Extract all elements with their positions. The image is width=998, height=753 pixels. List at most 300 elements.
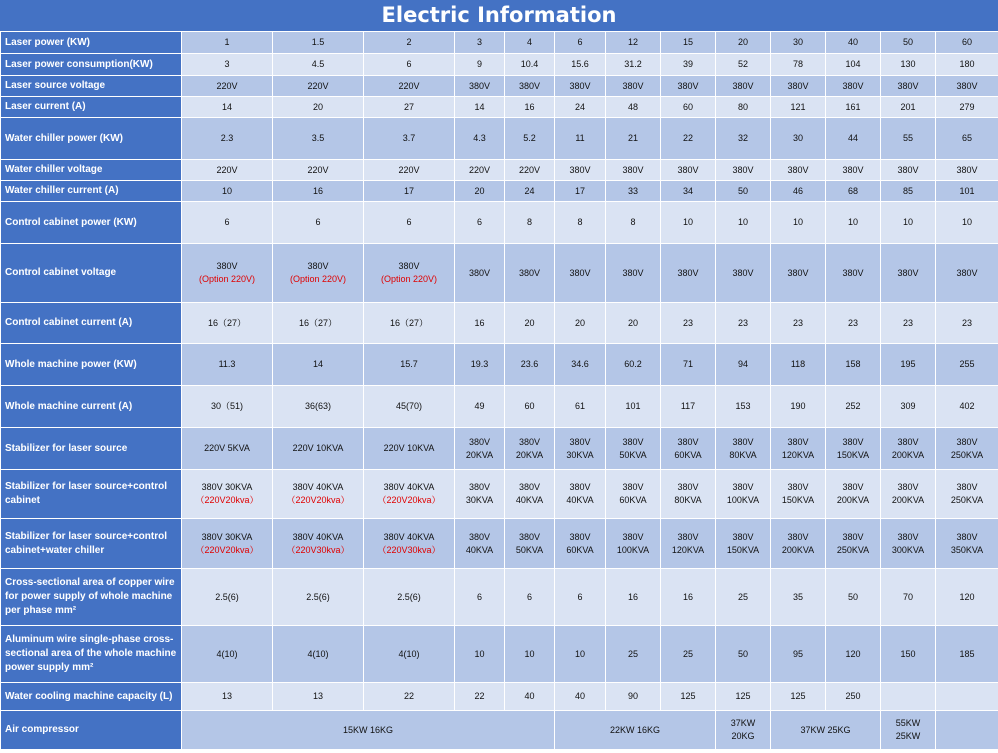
- table-cell: 25: [716, 569, 771, 626]
- table-cell: [555, 470, 606, 519]
- table-cell: 33: [606, 181, 661, 202]
- table-cell: 201: [881, 97, 936, 118]
- table-cell: [881, 519, 936, 569]
- table-cell: [505, 428, 555, 470]
- table-cell: [881, 428, 936, 470]
- table-cell: 14: [455, 97, 505, 118]
- table-cell: 10: [771, 202, 826, 244]
- table-cell: 4(10): [182, 626, 273, 683]
- table-cell: 3.7: [364, 118, 455, 160]
- cell-main-text: 380V: [732, 482, 754, 492]
- cell-main-text: 380V: [468, 482, 491, 492]
- table-cell: 4(10): [273, 626, 364, 683]
- table-cell: 70: [881, 569, 936, 626]
- table-cell: 20: [455, 181, 505, 202]
- table-cell: 40: [555, 683, 606, 711]
- cell-main-text: 380V: [956, 482, 978, 492]
- cell-sub-text: 150KVA: [781, 495, 815, 505]
- table-cell: [455, 519, 505, 569]
- table-cell: 21: [606, 118, 661, 160]
- table-cell: 185: [936, 626, 998, 683]
- air-compressor-row: [1, 711, 998, 750]
- cell-sub-text: 50KVA: [515, 544, 544, 555]
- table-cell: [661, 428, 716, 470]
- table-cell: 35: [771, 569, 826, 626]
- table-cell: 24: [505, 181, 555, 202]
- cell-option-note: （220V30kva）: [286, 544, 350, 555]
- table-cell: 380V: [455, 76, 505, 97]
- table-cell: 250: [826, 683, 881, 711]
- cell-sub-text: 40KVA: [566, 495, 594, 505]
- table-cell: 125: [771, 683, 826, 711]
- row-label: Water chiller current (A): [1, 181, 182, 202]
- table-cell: 20: [273, 97, 364, 118]
- table-cell: 95: [771, 626, 826, 683]
- table-cell: 20: [606, 303, 661, 344]
- table-cell: 121: [771, 97, 826, 118]
- table-cell: 3.5: [273, 118, 364, 160]
- row-label: Laser power (KW): [1, 32, 182, 54]
- table-cell: [771, 428, 826, 470]
- cell-option-note: （220V20kva）: [286, 495, 350, 505]
- table-cell: 17: [555, 181, 606, 202]
- row-label: Control cabinet power (KW): [1, 202, 182, 244]
- table-cell: [182, 470, 273, 519]
- table-cell: 78: [771, 54, 826, 76]
- cell-sub-text: 200KVA: [891, 495, 925, 505]
- table-cell: 60: [936, 32, 998, 54]
- table-cell: 380V: [881, 160, 936, 181]
- cell-sub-text: 100KVA: [726, 495, 760, 505]
- table-cell: 2.5(6): [182, 569, 273, 626]
- table-cell: 10: [555, 626, 606, 683]
- table-cell: 380V: [606, 160, 661, 181]
- table-cell: 14: [273, 344, 364, 386]
- table-cell: 380V: [606, 76, 661, 97]
- table-cell: 380V: [881, 244, 936, 303]
- table-row: [1, 386, 998, 428]
- cell-main-text: 380V 40KVA: [292, 531, 344, 542]
- table-cell: 2.5(6): [364, 569, 455, 626]
- cell-main-text: 380V 40KVA: [292, 482, 344, 492]
- table-cell: 380V: [771, 76, 826, 97]
- air-compressor-cell: [881, 711, 936, 750]
- cell-sub-text: 40KVA: [515, 495, 544, 505]
- table-cell: 220V: [455, 160, 505, 181]
- table-cell: 30（51): [182, 386, 273, 428]
- table-cell: 30: [771, 32, 826, 54]
- cell-main-text: 380V: [468, 531, 491, 542]
- table-cell: 10: [716, 202, 771, 244]
- row-label: Whole machine current (A): [1, 386, 182, 428]
- cell-sub-text: 250KVA: [836, 544, 870, 555]
- table-cell: 150: [881, 626, 936, 683]
- table-cell: 30: [771, 118, 826, 160]
- cell-sub-text: 250KVA: [950, 449, 984, 460]
- row-label: Whole machine power (KW): [1, 344, 182, 386]
- table-cell: 23.6: [505, 344, 555, 386]
- table-cell: 220V: [182, 76, 273, 97]
- cell-sub-text: 20KG: [731, 731, 755, 741]
- table-cell: 50: [716, 626, 771, 683]
- table-cell: 16: [606, 569, 661, 626]
- air-compressor-cell: [716, 711, 771, 750]
- table-cell: 380V: [826, 160, 881, 181]
- table-cell: 36(63): [273, 386, 364, 428]
- table-cell: 60.2: [606, 344, 661, 386]
- cell-main-text: 380V: [842, 436, 864, 447]
- table-cell: 2: [364, 32, 455, 54]
- table-cell: 13: [182, 683, 273, 711]
- table-cell: 118: [771, 344, 826, 386]
- table-cell: [606, 470, 661, 519]
- table-cell: 101: [606, 386, 661, 428]
- table-cell: 195: [881, 344, 936, 386]
- table-cell: 61: [555, 386, 606, 428]
- cell-sub-text: 40KVA: [465, 544, 494, 555]
- table-cell: 402: [936, 386, 998, 428]
- cell-sub-text: 120KVA: [671, 544, 705, 555]
- table-row: [1, 118, 998, 160]
- table-cell: 3: [455, 32, 505, 54]
- table-cell: 16: [455, 303, 505, 344]
- table-cell: 125: [716, 683, 771, 711]
- table-cell: [505, 519, 555, 569]
- table-cell: [771, 519, 826, 569]
- cell-option-note: （220V20kva）: [377, 495, 441, 505]
- table-cell: [606, 519, 661, 569]
- table-cell: 16: [661, 569, 716, 626]
- table-row: [1, 76, 998, 97]
- table-cell: 120: [936, 569, 998, 626]
- table-cell: 380V: [661, 160, 716, 181]
- table-cell: 130: [881, 54, 936, 76]
- table-cell: 2.5(6): [273, 569, 364, 626]
- table-row: [1, 244, 998, 303]
- table-cell: [273, 470, 364, 519]
- table-cell: [455, 428, 505, 470]
- table-cell: 380V: [881, 76, 936, 97]
- cell-sub-text: 150KVA: [836, 449, 870, 460]
- table-cell: [273, 519, 364, 569]
- cell-sub-text: 30KVA: [566, 449, 594, 460]
- table-cell: 380V: [661, 244, 716, 303]
- table-cell: 6: [364, 54, 455, 76]
- table-cell: 19.3: [455, 344, 505, 386]
- table-cell: 23: [826, 303, 881, 344]
- table-cell: 15.7: [364, 344, 455, 386]
- table-cell: 31.2: [606, 54, 661, 76]
- table-cell: 10: [661, 202, 716, 244]
- table-cell: [936, 470, 998, 519]
- table-cell: 16: [505, 97, 555, 118]
- table-cell: 10: [455, 626, 505, 683]
- table-cell: 25: [661, 626, 716, 683]
- table-cell: 55: [881, 118, 936, 160]
- cell-main-text: 380V: [787, 436, 809, 447]
- table-row: [1, 97, 998, 118]
- cell-sub-text: 300KVA: [891, 544, 925, 555]
- table-cell: 380V: [455, 244, 505, 303]
- cell-main-text: 37KW: [730, 718, 756, 728]
- cell-main-text: 55KW: [895, 718, 921, 728]
- table-cell: [936, 683, 998, 711]
- cell-main-text: 380V: [622, 436, 644, 447]
- cell-main-text: 380V: [569, 436, 591, 447]
- table-cell: [826, 428, 881, 470]
- cell-sub-text: 200KVA: [891, 449, 925, 460]
- table-cell: 23: [771, 303, 826, 344]
- table-row: [1, 470, 998, 519]
- cell-sub-text: 60KVA: [566, 544, 594, 555]
- table-cell: 44: [826, 118, 881, 160]
- table-cell: [936, 519, 998, 569]
- table-row: [1, 519, 998, 569]
- cell-main-text: 380V: [622, 531, 644, 542]
- cell-main-text: 380V: [732, 436, 754, 447]
- table-cell: 5.2: [505, 118, 555, 160]
- table-cell: 380V: [936, 76, 998, 97]
- table-cell: [716, 519, 771, 569]
- table-cell: 10: [826, 202, 881, 244]
- cell-option-note: (Option 220V): [198, 274, 256, 284]
- cell-sub-text: 30KVA: [465, 495, 494, 505]
- table-cell: 50: [826, 569, 881, 626]
- table-cell: 380V: [716, 160, 771, 181]
- table-cell: 23: [936, 303, 998, 344]
- table-cell: 153: [716, 386, 771, 428]
- cell-option-note: （220V30kva）: [377, 544, 441, 555]
- cell-main-text: 380V: [732, 531, 754, 542]
- table-cell: 380V: [661, 76, 716, 97]
- row-label: Control cabinet voltage: [1, 244, 182, 303]
- table-cell: 90: [606, 683, 661, 711]
- table-cell: 8: [505, 202, 555, 244]
- table-cell: [182, 244, 273, 303]
- table-cell: 380V: [555, 160, 606, 181]
- cell-option-note: (Option 220V): [380, 274, 438, 284]
- table-cell: 380V: [555, 76, 606, 97]
- table-cell: 4(10): [364, 626, 455, 683]
- table-cell: 85: [881, 181, 936, 202]
- row-label: Laser source voltage: [1, 76, 182, 97]
- table-row: [1, 344, 998, 386]
- table-cell: 1.5: [273, 32, 364, 54]
- cell-main-text: 380V 40KVA: [383, 531, 435, 542]
- cell-sub-text: 200KVA: [781, 544, 815, 555]
- table-cell: 6: [364, 202, 455, 244]
- table-cell: 125: [661, 683, 716, 711]
- table-cell: 117: [661, 386, 716, 428]
- table-cell: 161: [826, 97, 881, 118]
- cell-main-text: 380V: [897, 482, 919, 492]
- page-title: Electric Information: [0, 0, 998, 31]
- air-compressor-cell: 37KW 25KG: [771, 711, 881, 750]
- table-cell: 10: [881, 202, 936, 244]
- table-cell: 10: [936, 202, 998, 244]
- row-label: Stabilizer for laser source+control cabinet: [1, 470, 182, 519]
- cell-sub-text: 80KVA: [729, 449, 757, 460]
- air-compressor-cell: 15KW 16KG: [182, 711, 555, 750]
- table-cell: 6: [273, 202, 364, 244]
- table-cell: 6: [455, 569, 505, 626]
- table-cell: 71: [661, 344, 716, 386]
- table-cell: 16（27）: [364, 303, 455, 344]
- table-cell: 6: [505, 569, 555, 626]
- table-cell: [364, 470, 455, 519]
- table-row: [1, 181, 998, 202]
- table-cell: 104: [826, 54, 881, 76]
- table-cell: [273, 244, 364, 303]
- table-row: [1, 569, 998, 626]
- cell-main-text: 380V: [216, 261, 238, 271]
- cell-main-text: 380V: [897, 531, 919, 542]
- table-cell: 6: [555, 32, 606, 54]
- row-label: Cross-sectional area of copper wire for power supply of whole machine per phase mm²: [1, 569, 182, 626]
- cell-main-text: 380V: [842, 531, 864, 542]
- table-cell: 20: [555, 303, 606, 344]
- cell-option-note: （220V20kva）: [195, 495, 259, 505]
- table-cell: 380V: [505, 244, 555, 303]
- table-cell: 60: [505, 386, 555, 428]
- table-cell: [716, 470, 771, 519]
- table-cell: [606, 428, 661, 470]
- table-cell: 220V: [505, 160, 555, 181]
- cell-option-note: (Option 220V): [289, 274, 347, 284]
- table-cell: 34.6: [555, 344, 606, 386]
- table-cell: [555, 428, 606, 470]
- cell-main-text: 380V: [956, 531, 978, 542]
- cell-main-text: 380V 30KVA: [201, 531, 253, 542]
- table-cell: 252: [826, 386, 881, 428]
- cell-sub-text: 25KW: [895, 731, 921, 741]
- table-cell: [881, 683, 936, 711]
- cell-sub-text: 60KVA: [619, 495, 647, 505]
- table-cell: 17: [364, 181, 455, 202]
- row-label: Water chiller power (KW): [1, 118, 182, 160]
- table-cell: 380V: [716, 76, 771, 97]
- table-cell: [364, 519, 455, 569]
- table-cell: 16（27）: [182, 303, 273, 344]
- cell-main-text: 380V: [307, 261, 329, 271]
- table-cell: 101: [936, 181, 998, 202]
- table-cell: 40: [505, 683, 555, 711]
- table-cell: 2.3: [182, 118, 273, 160]
- table-cell: 380V: [716, 244, 771, 303]
- cell-sub-text: 350KVA: [950, 544, 984, 555]
- table-cell: [182, 519, 273, 569]
- table-cell: 49: [455, 386, 505, 428]
- cell-main-text: 380V: [677, 436, 699, 447]
- table-cell: 1: [182, 32, 273, 54]
- cell-main-text: 380V: [787, 531, 809, 542]
- table-cell: 34: [661, 181, 716, 202]
- cell-main-text: 380V: [842, 482, 864, 492]
- table-cell: [505, 470, 555, 519]
- table-cell: 39: [661, 54, 716, 76]
- cell-main-text: 380V: [518, 482, 541, 492]
- table-cell: 15.6: [555, 54, 606, 76]
- table-cell: 158: [826, 344, 881, 386]
- table-cell: [826, 470, 881, 519]
- row-label: Stabilizer for laser source+control cabinet+water chiller: [1, 519, 182, 569]
- cell-sub-text: 120KVA: [781, 449, 815, 460]
- cell-sub-text: 20KVA: [465, 449, 494, 460]
- table-cell: 6: [455, 202, 505, 244]
- table-cell: 380V: [936, 244, 998, 303]
- cell-main-text: 380V: [677, 531, 699, 542]
- table-cell: 6: [182, 202, 273, 244]
- cell-sub-text: 250KVA: [950, 495, 984, 505]
- row-label: Water chiller voltage: [1, 160, 182, 181]
- table-cell: 380V: [936, 160, 998, 181]
- table-cell: 9: [455, 54, 505, 76]
- cell-sub-text: 50KVA: [619, 449, 647, 460]
- table-cell: 220V 10KVA: [273, 428, 364, 470]
- table-cell: 23: [661, 303, 716, 344]
- table-cell: 8: [555, 202, 606, 244]
- table-cell: [455, 470, 505, 519]
- table-cell: [716, 428, 771, 470]
- air-compressor-cell: [936, 711, 998, 750]
- table-cell: 23: [716, 303, 771, 344]
- table-cell: 12: [606, 32, 661, 54]
- table-cell: 220V: [182, 160, 273, 181]
- table-cell: 10.4: [505, 54, 555, 76]
- table-cell: 380V: [505, 76, 555, 97]
- table-row: [1, 683, 998, 711]
- table-cell: 190: [771, 386, 826, 428]
- table-row: [1, 32, 998, 54]
- cell-option-note: （220V20kva）: [195, 544, 259, 555]
- table-cell: [826, 519, 881, 569]
- electric-info-table: [0, 31, 998, 750]
- table-cell: 25: [606, 626, 661, 683]
- table-cell: 32: [716, 118, 771, 160]
- cell-main-text: 380V: [677, 482, 699, 492]
- cell-main-text: 380V: [468, 436, 491, 447]
- table-cell: [936, 428, 998, 470]
- table-cell: 8: [606, 202, 661, 244]
- cell-main-text: 380V: [569, 531, 591, 542]
- row-label: Laser power consumption(KW): [1, 54, 182, 76]
- table-cell: 380V: [826, 76, 881, 97]
- table-cell: [661, 519, 716, 569]
- cell-sub-text: 80KVA: [674, 495, 702, 505]
- cell-main-text: 380V: [956, 436, 978, 447]
- table-cell: 16（27）: [273, 303, 364, 344]
- row-label: Air compressor: [1, 711, 182, 750]
- cell-sub-text: 20KVA: [515, 449, 544, 460]
- table-cell: 14: [182, 97, 273, 118]
- table-cell: 27: [364, 97, 455, 118]
- cell-main-text: 380V 40KVA: [383, 482, 435, 492]
- table-cell: 309: [881, 386, 936, 428]
- table-cell: 23: [881, 303, 936, 344]
- air-compressor-cell: 22KW 16KG: [555, 711, 716, 750]
- table-cell: 52: [716, 54, 771, 76]
- table-cell: 50: [716, 181, 771, 202]
- table-cell: 45(70): [364, 386, 455, 428]
- row-label: Control cabinet current (A): [1, 303, 182, 344]
- table-cell: 4.3: [455, 118, 505, 160]
- table-cell: 380V: [555, 244, 606, 303]
- cell-sub-text: 60KVA: [674, 449, 702, 460]
- cell-main-text: 380V: [518, 531, 541, 542]
- table-cell: 50: [881, 32, 936, 54]
- table-cell: 16: [273, 181, 364, 202]
- table-cell: 11.3: [182, 344, 273, 386]
